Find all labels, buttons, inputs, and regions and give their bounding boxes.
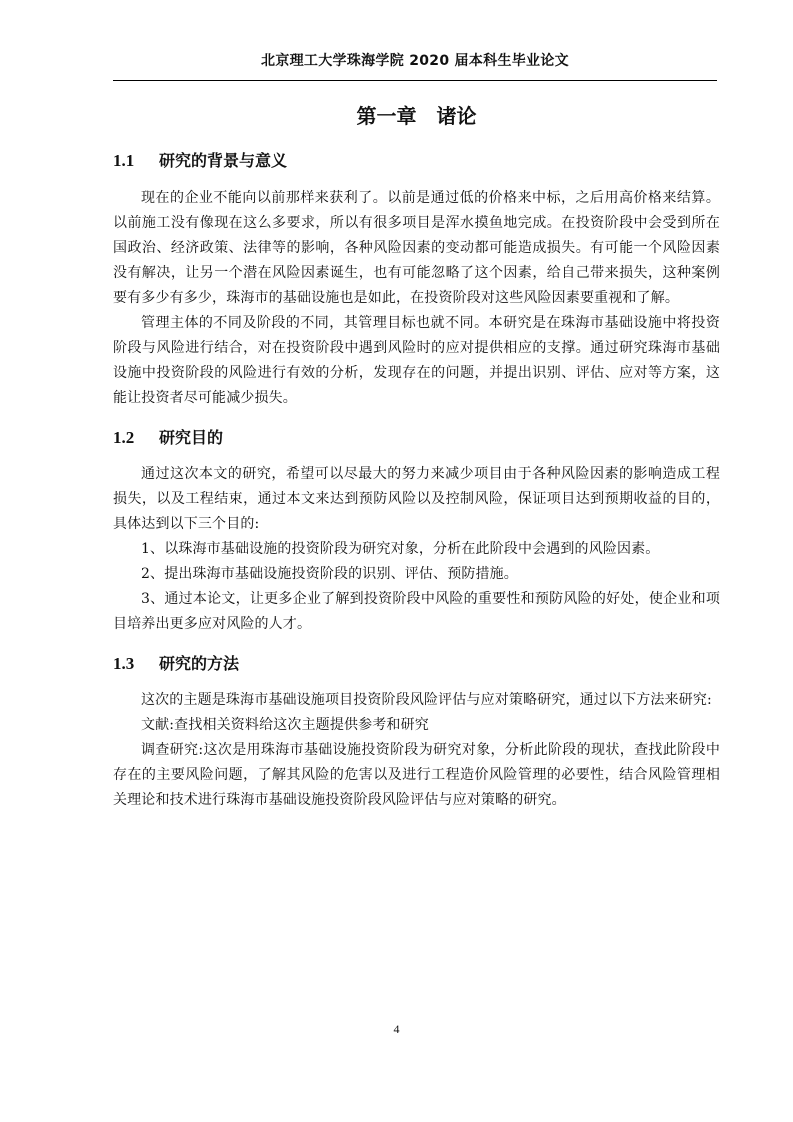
paragraph: 调查研究:这次是用珠海市基础设施投资阶段为研究对象，分析此阶段的现状，查找此阶段中存在的主要风险问题，了解其风险的危害以及进行工程造价风险管理的必要性，结合风险管理相关理论和技术进行珠海市基础设施投资阶段风险评估与应对策略的研究。 (113, 742, 720, 808)
page-body (113, 100, 720, 813)
paragraph: 这次的主题是珠海市基础设施项目投资阶段风险评估与应对策略研究，通过以下方法来研究: (141, 692, 712, 708)
running-header: 北京理工大学珠海学院 2020 届本科生毕业论文 (261, 53, 569, 69)
paragraph: 管理主体的不同及阶段的不同，其管理目标也就不同。本研究是在珠海市基础设施中将投资阶段与风险进行结合，对在投资阶段中遇到风险时的应对提供相应的支撑。通过研究珠海市基础设施中投资阶段的风险进行有效的分析，发现存在的问题，并提出识别、评估、应对等方案，这能让投资者尽可能减少损失。 (113, 315, 720, 406)
section-title: 研究的方法 (159, 654, 240, 673)
section-title: 研究的背景与意义 (159, 151, 288, 170)
section-number: 1.2 (113, 428, 135, 447)
list-item: 3、通过本论文，让更多企业了解到投资阶段中风险的重要性和预防风险的好处，使企业和项目培养出更多应对风险的人才。 (113, 591, 720, 632)
section-title: 研究目的 (159, 428, 224, 447)
section-heading-1-1 (113, 147, 720, 175)
section-heading-1-2 (113, 424, 720, 452)
chapter-name: 诸论 (436, 104, 477, 128)
paragraph: 文献:查找相关资料给这次主题提供参考和研究 (141, 717, 429, 733)
paragraph: 通过这次本文的研究，希望可以尽最大的努力来减少项目由于各种风险因素的影响造成工程损失，以及工程结束，通过本文来达到预防风险以及控制风险，保证项目达到预期收益的目的，具体达到以下三个目的: (113, 466, 720, 532)
list-item: 1、以珠海市基础设施的投资阶段为研究对象，分析在此阶段中会遇到的风险因素。 (141, 541, 660, 557)
header-rule (113, 80, 717, 81)
chapter-title (113, 100, 720, 132)
section-number: 1.1 (113, 151, 135, 170)
section-number: 1.3 (113, 654, 135, 673)
chapter-number: 第一章 (356, 104, 417, 128)
paragraph: 现在的企业不能向以前那样来获利了。以前是通过低的价格来中标，之后用高价格来结算。以前施工没有像现在这么多要求，所以有很多项目是浑水摸鱼地完成。在投资阶段中会受到所在国政治、经济政策、法律等的影响，各种风险因素的变动都可能造成损失。有可能一个风险因素没有解决，让另一个潜在风险因素诞生，也有可能忽略了这个因素，给自己带来损失，这种案例要有多少有多少，珠海市的基础设施也是如此，在投资阶段对这些风险因素要重视和了解。 (113, 190, 720, 306)
section-heading-1-3 (113, 650, 720, 678)
list-item: 2、提出珠海市基础设施投资阶段的识别、评估、预防措施。 (141, 566, 518, 582)
page-number: 4 (393, 1022, 400, 1036)
